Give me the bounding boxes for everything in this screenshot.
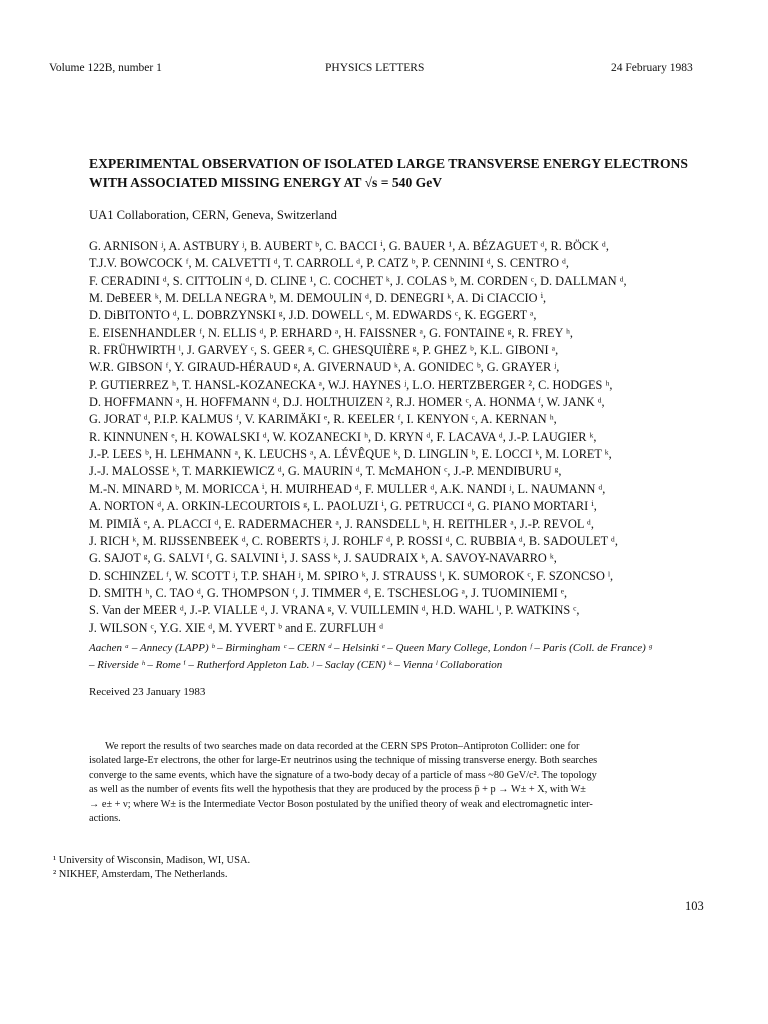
author-line: M.-N. MINARD ᵇ, M. MORICCA ⁱ, H. MUIRHEAD ᵈ, F. MULLER ᵈ, A.K. NANDI ʲ, L. NAUMANN ᵈ,: [89, 481, 606, 496]
footnote: ² NIKHEF, Amsterdam, The Netherlands.: [53, 869, 228, 880]
author-line: J.-P. LEES ᵇ, H. LEHMANN ᵃ, K. LEUCHS ᵃ, A. LÉVÊQUE ᵏ, D. LINGLIN ᵇ, E. LOCCI ᵏ, M. LORET ᵏ,: [89, 447, 612, 462]
article-title: [89, 154, 709, 192]
author-line: F. CERADINI ᵈ, S. CITTOLIN ᵈ, D. CLINE ¹, C. COCHET ᵏ, J. COLAS ᵇ, M. CORDEN ᶜ, D. DALLMAN ᵈ,: [89, 273, 627, 288]
author-line: D. SMITH ʰ, C. TAO ᵈ, G. THOMPSON ᶠ, J. TIMMER ᵈ, E. TSCHESLOG ᵃ, J. TUOMINIEMI ᵉ,: [89, 585, 568, 600]
title-line: WITH ASSOCIATED MISSING ENERGY AT √s = 540 GeV: [89, 175, 443, 190]
title-line: EXPERIMENTAL OBSERVATION OF ISOLATED LARGE TRANSVERSE ENERGY ELECTRONS: [89, 156, 688, 171]
issue-date: 24 February 1983: [611, 62, 693, 74]
author-line: D. SCHINZEL ᶠ, W. SCOTT ʲ, T.P. SHAH ʲ, M. SPIRO ᵏ, J. STRAUSS ˡ, K. SUMOROK ᶜ, F. SZONCSO ˡ,: [89, 568, 614, 583]
collaboration-affiliation: UA1 Collaboration, CERN, Geneva, Switzerland: [89, 208, 337, 222]
footnote: ¹ University of Wisconsin, Madison, WI, USA.: [53, 855, 251, 866]
abstract-line: We report the results of two searches made on data recorded at the CERN SPS Proton–Antiproton Collider: one for: [105, 741, 580, 752]
author-line: R. KINNUNEN ᵉ, H. KOWALSKI ᵈ, W. KOZANECKI ʰ, D. KRYN ᵈ, F. LACAVA ᵈ, J.-P. LAUGIER ᵏ,: [89, 429, 597, 444]
institution-line: – Riverside ʰ – Rome ⁱ – Rutherford Appleton Lab. ʲ – Saclay (CEN) ᵏ – Vienna ˡ Collaboration: [89, 658, 503, 671]
author-line: A. NORTON ᵈ, A. ORKIN-LECOURTOIS ᵍ, L. PAOLUZI ⁱ, G. PETRUCCI ᵈ, G. PIANO MORTARI ⁱ,: [89, 499, 597, 514]
author-line: G. ARNISON ʲ, A. ASTBURY ʲ, B. AUBERT ᵇ, C. BACCI ⁱ, G. BAUER ¹, A. BÉZAGUET ᵈ, R. BÖCK ᵈ,: [89, 239, 609, 253]
volume-label: Volume 122B, number 1: [49, 62, 162, 74]
author-list: [89, 238, 729, 637]
author-line: M. DeBEER ᵏ, M. DELLA NEGRA ᵇ, M. DEMOULIN ᵈ, D. DENEGRI ᵏ, A. Di CIACCIO ⁱ,: [89, 291, 547, 306]
author-line: G. JORAT ᵈ, P.I.P. KALMUS ᶠ, V. KARIMÄKI ᵉ, R. KEELER ᶠ, I. KENYON ᶜ, A. KERNAN ʰ,: [89, 412, 557, 427]
abstract: [89, 740, 711, 826]
author-line: D. HOFFMANN ᵃ, H. HOFFMANN ᵈ, D.J. HOLTHUIZEN ², R.J. HOMER ᶜ, A. HONMA ᶠ, W. JANK ᵈ,: [89, 395, 605, 410]
abstract-line: converge to the same events, which have the signature of a two-body decay of a particle of mass ~80 GeV/c². The topology: [89, 769, 597, 781]
page-number: 103: [685, 899, 704, 913]
author-line: P. GUTIERREZ ʰ, T. HANSL-KOZANECKA ᵃ, W.J. HAYNES ʲ, L.O. HERTZBERGER ², C. HODGES ʰ,: [89, 377, 613, 392]
author-line: M. PIMIÄ ᵉ, A. PLACCI ᵈ, E. RADERMACHER ᵃ, J. RANSDELL ʰ, H. REITHLER ᵃ, J.-P. REVOL ᵈ,: [89, 516, 594, 531]
author-line: E. EISENHANDLER ᶠ, N. ELLIS ᵈ, P. ERHARD ᵃ, H. FAISSNER ᵃ, G. FONTAINE ᵍ, R. FREY ʰ,: [89, 325, 573, 340]
author-line: G. SAJOT ᵍ, G. SALVI ᶠ, G. SALVINI ⁱ, J. SASS ᵏ, J. SAUDRAIX ᵏ, A. SAVOY-NAVARRO ᵏ,: [89, 551, 557, 566]
footnotes: [53, 854, 250, 882]
author-line: J.-J. MALOSSE ᵏ, T. MARKIEWICZ ᵈ, G. MAURIN ᵈ, T. McMAHON ᶜ, J.-P. MENDIBURU ᵍ,: [89, 464, 562, 479]
received-date: Received 23 January 1983: [89, 686, 206, 698]
author-line: D. DiBITONTO ᵈ, L. DOBRZYNSKI ᵍ, J.D. DOWELL ᶜ, M. EDWARDS ᶜ, K. EGGERT ᵃ,: [89, 308, 537, 323]
author-line: R. FRÜHWIRTH ˡ, J. GARVEY ᶜ, S. GEER ᵍ, C. GHESQUIÈRE ᵍ, P. GHEZ ᵇ, K.L. GIBONI ᵃ,: [89, 343, 559, 358]
author-line: S. Van der MEER ᵈ, J.-P. VIALLE ᵈ, J. VRANA ᵍ, V. VUILLEMIN ᵈ, H.D. WAHL ˡ, P. WATKINS ᶜ,: [89, 603, 580, 618]
journal-name: PHYSICS LETTERS: [325, 62, 425, 74]
abstract-line: → e± + ν; where W± is the Intermediate Vector Boson postulated by the unified theory of weak and electromagnetic inter-: [89, 798, 593, 810]
author-line: W.R. GIBSON ᶠ, Y. GIRAUD-HÉRAUD ᵍ, A. GIVERNAUD ᵏ, A. GONIDEC ᵇ, G. GRAYER ʲ,: [89, 360, 560, 375]
institution-line: Aachen ᵃ – Annecy (LAPP) ᵇ – Birmingham ᶜ – CERN ᵈ – Helsinki ᵉ – Queen Mary College, London ᶠ – Paris (Coll. de France) ᵍ: [89, 642, 652, 654]
author-line: J. RICH ᵏ, M. RIJSSENBEEK ᵈ, C. ROBERTS ʲ, J. ROHLF ᵈ, P. ROSSI ᵈ, C. RUBBIA ᵈ, B. SADOULET ᵈ,: [89, 533, 618, 548]
author-line: J. WILSON ᶜ, Y.G. XIE ᵈ, M. YVERT ᵇ and E. ZURFLUH ᵈ: [89, 620, 384, 635]
author-line: T.J.V. BOWCOCK ᶠ, M. CALVETTI ᵈ, T. CARROLL ᵈ, P. CATZ ᵇ, P. CENNINI ᵈ, S. CENTRO ᵈ,: [89, 256, 569, 271]
institution-list: [89, 640, 729, 673]
abstract-line: as well as the number of events fits well the hypothesis that they are produced by the process p̄ + p → W± + X, with W±: [89, 784, 586, 796]
abstract-line: isolated large-Eᴛ electrons, the other for large-Eᴛ neutrinos using the technique of missing transverse energy. Both searches: [89, 755, 598, 767]
abstract-line: actions.: [89, 812, 121, 824]
